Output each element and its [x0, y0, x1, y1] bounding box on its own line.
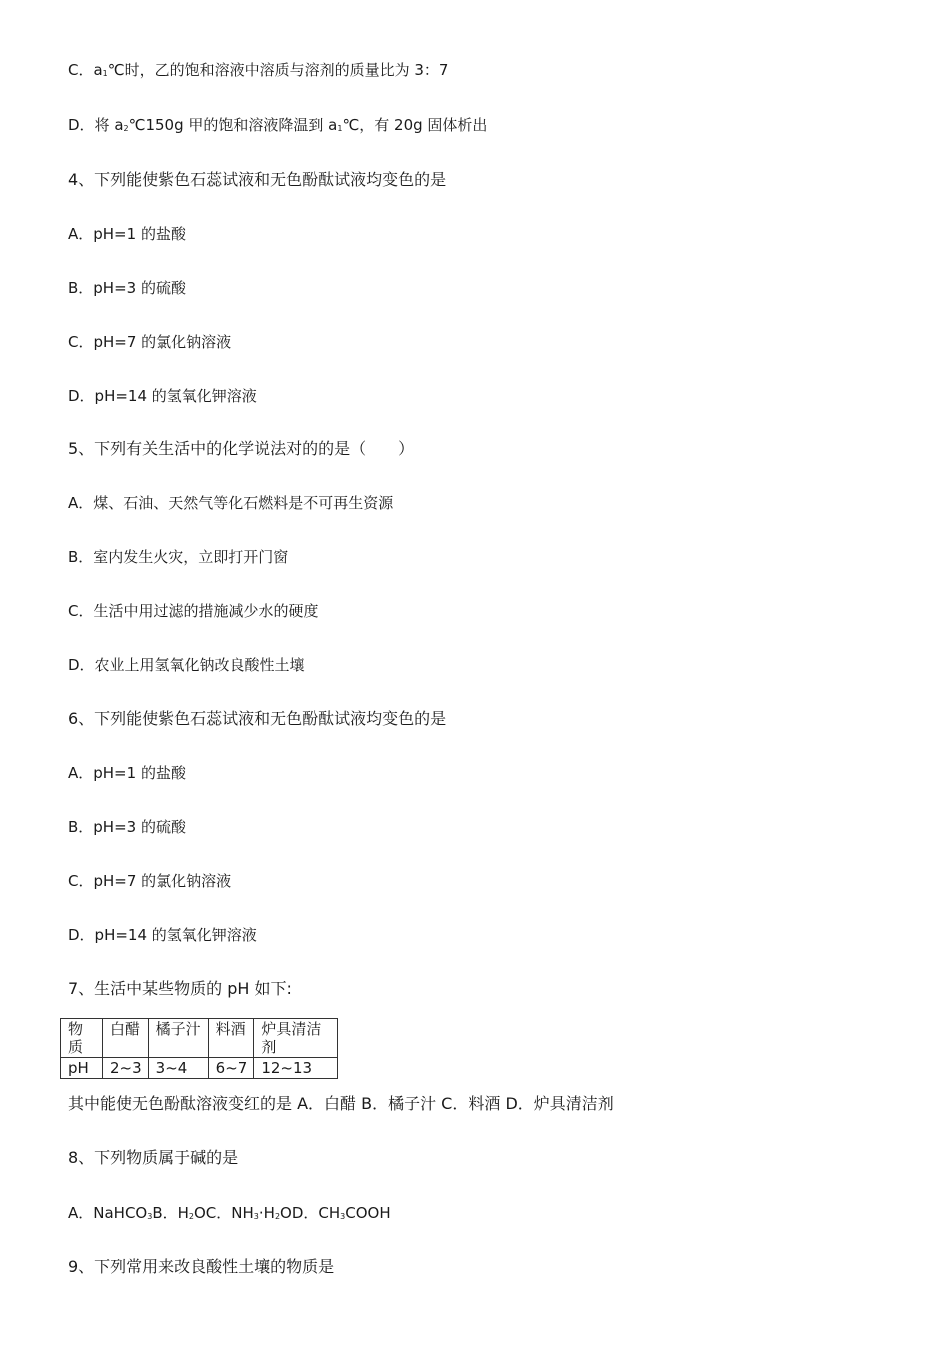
ph-table-cell: 3~4 [148, 1058, 208, 1079]
q4-option-b: B．pH=3 的硫酸 [68, 279, 186, 297]
ph-table-value-row [61, 1058, 338, 1079]
q4-option-c: C．pH=7 的氯化钠溶液 [68, 333, 232, 351]
ph-table-cell: 12~13 [254, 1058, 338, 1079]
ph-table [60, 1018, 338, 1079]
q6-option-c: C．pH=7 的氯化钠溶液 [68, 872, 232, 890]
ph-table-cell: 物质 [61, 1019, 103, 1058]
q7-stem: 7、生活中某些物质的 pH 如下: [68, 979, 292, 998]
q4-stem: 4、下列能使紫色石蕊试液和无色酚酞试液均变色的是 [68, 170, 447, 189]
q4-option-d: D．pH=14 的氢氧化钾溶液 [68, 387, 257, 405]
ph-table-cell: pH [61, 1058, 103, 1079]
ph-table-cell: 白醋 [103, 1019, 149, 1058]
q6-option-a: A．pH=1 的盐酸 [68, 764, 186, 782]
ph-table-cell: 6~7 [208, 1058, 254, 1079]
q5-option-c: C．生活中用过滤的措施减少水的硬度 [68, 602, 319, 620]
ph-table-cell: 橘子汁 [148, 1019, 208, 1058]
q5-option-a: A．煤、石油、天然气等化石燃料是不可再生资源 [68, 494, 394, 512]
q5-option-b: B．室内发生火灾，立即打开门窗 [68, 548, 289, 566]
q7-question: 其中能使无色酚酞溶液变红的是 A．白醋 B．橘子汁 C．料酒 D．炉具清洁剂 [68, 1094, 614, 1113]
ph-table-header-row [61, 1019, 338, 1058]
q3-option-d: D．将 $a_2℃150g$ 甲的饱和溶液降温到 $a_1℃$，有 20g 固体析出 [68, 116, 488, 134]
q6-stem: 6、下列能使紫色石蕊试液和无色酚酞试液均变色的是 [68, 709, 447, 728]
q6-option-b: B．pH=3 的硫酸 [68, 818, 186, 836]
q8-options: A．NaHCO$_3$B．$H_2OC$．$NH_3\cdot H_2OD$．$CH_3COOH$ [68, 1204, 391, 1222]
q9-stem: 9、下列常用来改良酸性土壤的物质是 [68, 1257, 335, 1276]
q8-stem: 8、下列物质属于碱的是 [68, 1148, 239, 1167]
q3-option-c: C．$a_1℃$时，乙的饱和溶液中溶质与溶剂的质量比为 3：7 [68, 61, 449, 79]
q5-option-d: D．农业上用氢氧化钠改良酸性土壤 [68, 656, 305, 674]
q5-stem: 5、下列有关生活中的化学说法对的的是（ ） [68, 439, 415, 458]
ph-table-cell: 2~3 [103, 1058, 149, 1079]
ph-table-cell: 料酒 [208, 1019, 254, 1058]
q4-option-a: A．pH=1 的盐酸 [68, 225, 186, 243]
ph-table-cell: 炉具清洁剂 [254, 1019, 338, 1058]
q6-option-d: D．pH=14 的氢氧化钾溶液 [68, 926, 257, 944]
